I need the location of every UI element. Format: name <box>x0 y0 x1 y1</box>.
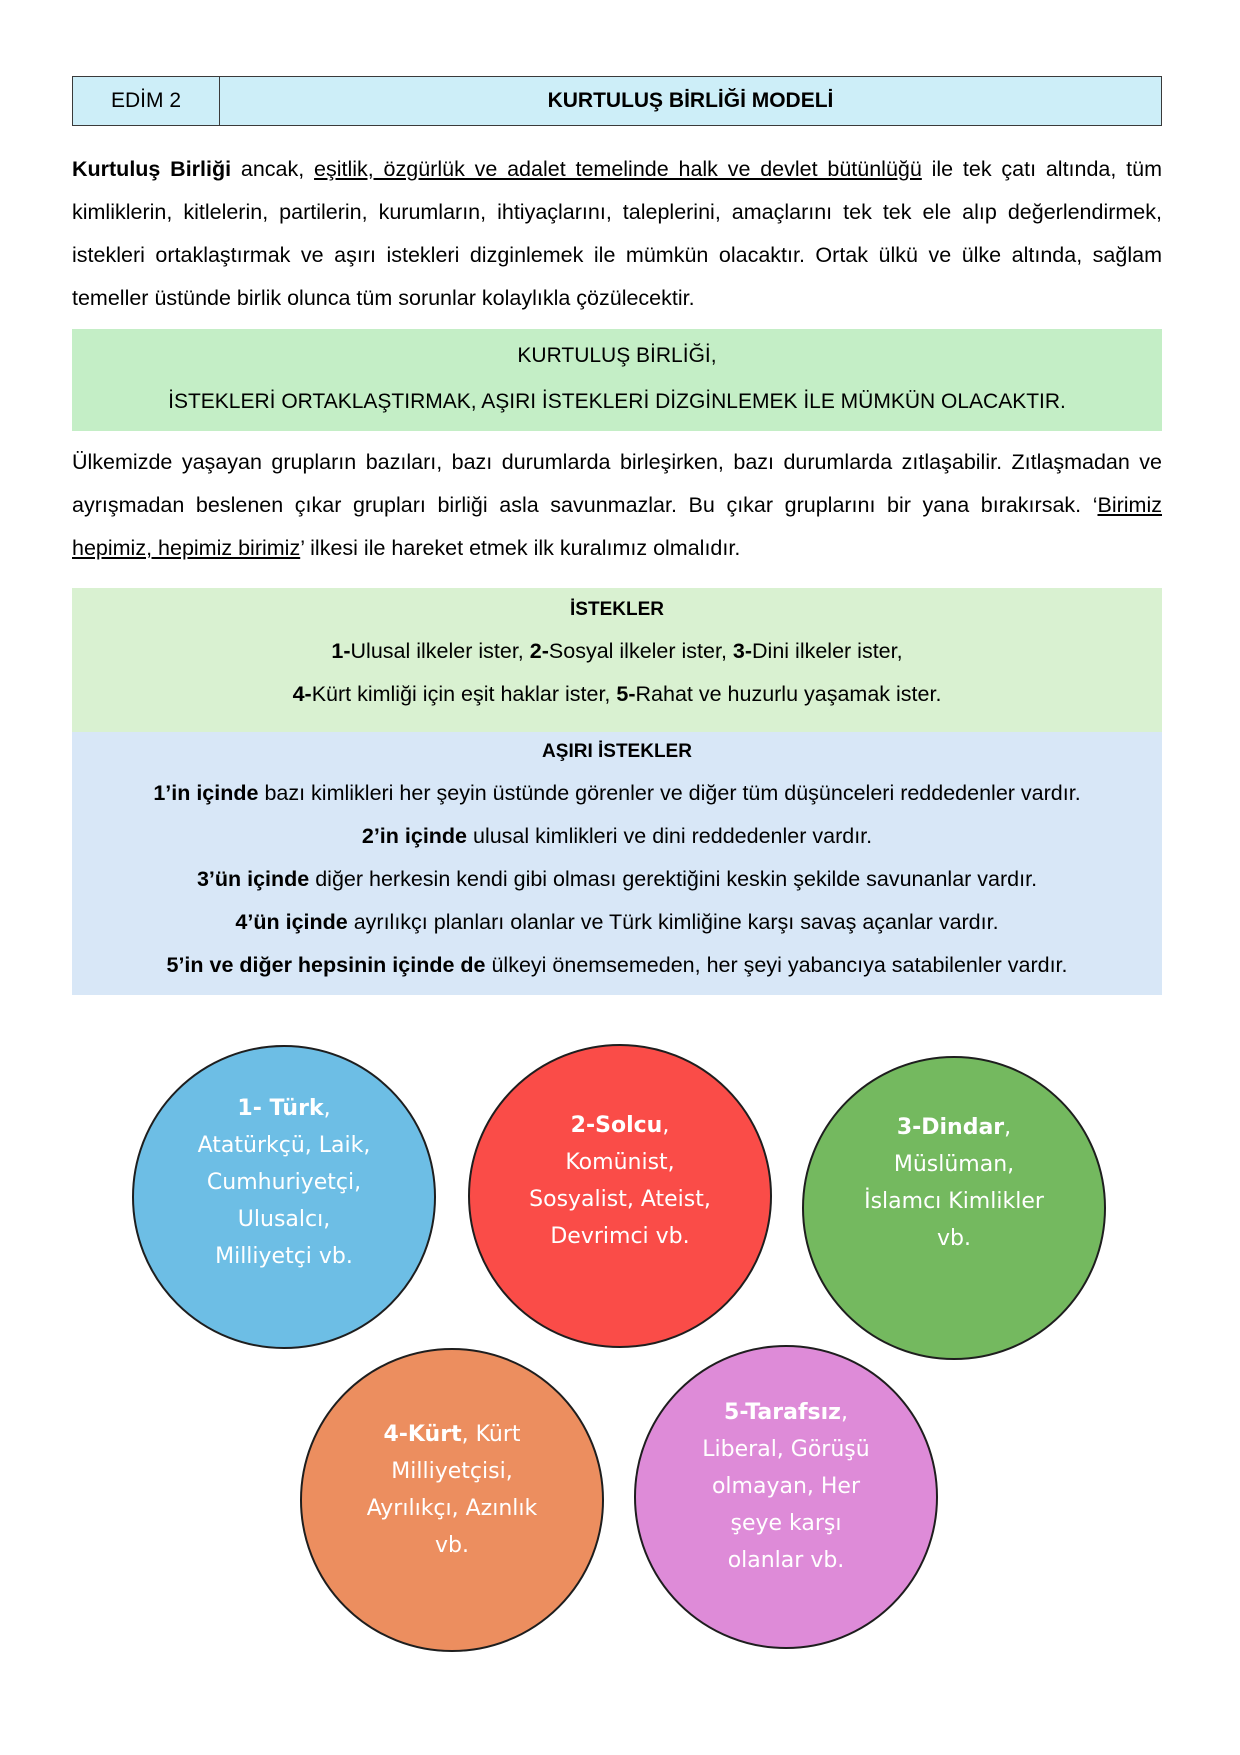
circle-turk <box>133 1046 435 1348</box>
para2-underlined: Birimiz hepimiz, hepimiz birimiz <box>72 493 1162 560</box>
intro-bold-start: Kurtuluş Birliği <box>72 157 232 181</box>
circle-shape <box>133 1046 435 1348</box>
istek-text: Dini ilkeler ister, <box>752 639 903 663</box>
banner-line-1: KURTULUŞ BİRLİĞİ, <box>517 344 717 367</box>
circle-label: 2-Solcu, Komünist, Sosyalist, Ateist, Devrimci vb. <box>529 1113 711 1249</box>
circle-tarafsiz <box>635 1346 937 1648</box>
document-title: KURTULUŞ BİRLİĞİ MODELİ <box>547 89 834 112</box>
intro-underlined: eşitlik, özgürlük ve adalet temelinde halk ve devlet bütünlüğü <box>314 157 922 181</box>
circle-solcu <box>469 1045 771 1347</box>
istek-number: 4- <box>292 682 312 706</box>
circle-label: 5-Tarafsız, Liberal, Görüşü olmayan, Her şeye karşı olanlar vb. <box>702 1400 870 1573</box>
istekler-title: İSTEKLER <box>570 599 664 620</box>
circle-dindar <box>803 1057 1105 1359</box>
istek-text: Ulusal ilkeler ister, <box>350 639 530 663</box>
istek-number: 3- <box>732 639 753 663</box>
circle-label: 3-Dindar, Müslüman, İslamcı Kimlikler vb. <box>864 1115 1044 1251</box>
istek-text: Sosyal ilkeler ister, <box>548 639 733 663</box>
asiri-line-lead: 1’in içinde <box>153 781 259 805</box>
asiri-line-lead: 2’in içinde <box>361 824 468 848</box>
intro-text-2: ile tek çatı altında, tüm kimliklerin, kitlelerin, partilerin, kurumların, ihtiyaçlarını, taleplerini, amaçlarını tek tek ele alıp değerlendirmek, istekleri ortaklaştırmak ve aşırı istekleri dizginlemek ile mümkün olacaktır. Ortak ülkü ve ülke altında, sağlam temeller üstünde birlik olunca tüm sorunlar kolaylıkla çözülecektir. <box>72 157 1162 310</box>
asiri-line-lead: 5’in ve diğer hepsinin içinde de <box>166 953 486 977</box>
istek-number: 2- <box>529 639 549 663</box>
asiri-line-text: ulusal kimlikleri ve dini reddedenler vardır. <box>467 824 873 848</box>
circle-label: 4-Kürt, Kürt Milliyetçisi, Ayrılıkçı, Azınlık vb. <box>366 1422 538 1558</box>
istek-number: 5- <box>616 682 636 706</box>
asiri-line-text: ayrılıkçı planları olanlar ve Türk kimliğine karşı savaş açanlar vardır. <box>347 910 999 934</box>
document-code: EDİM 2 <box>73 77 220 125</box>
asiri-line-lead: 3’ün içinde <box>196 867 310 891</box>
asiri-istekler-title: AŞIRI İSTEKLER <box>542 741 692 762</box>
para2-text-1: Ülkemizde yaşayan grupların bazıları, bazı durumlarda birleşirken, bazı durumlarda zıtlaşabilir. Zıtlaşmadan ve ayrışmadan beslenen çıkar grupları birliği asla savunmazlar. Bu çıkar gruplarını bir yana bırakırsak. ‘ <box>72 450 1162 517</box>
istek-text: Rahat ve huzurlu yaşamak ister. <box>635 682 942 706</box>
asiri-line-text: bazı kimlikleri her şeyin üstünde görenler ve diğer tüm düşünceleri reddedenler vardır. <box>258 781 1081 805</box>
intro-text-1: ancak, <box>231 157 315 181</box>
asiri-line-text: ülkeyi önemsemeden, her şeyi yabancıya satabilenler vardır. <box>485 953 1068 977</box>
banner-line-2: İSTEKLERİ ORTAKLAŞTIRMAK, AŞIRI İSTEKLERİ DİZGİNLEMEK İLE MÜMKÜN OLACAKTIR. <box>168 390 1066 413</box>
istek-number: 1- <box>331 639 351 663</box>
istek-text: Kürt kimliği için eşit haklar ister, <box>311 682 617 706</box>
asiri-line-text: diğer herkesin kendi gibi olması gerektiğini keskin şekilde savunanlar vardır. <box>309 867 1038 891</box>
circle-kurt <box>301 1349 603 1651</box>
para2-text-2: ’ ilkesi ile hareket etmek ilk kuralımız olmalıdır. <box>300 536 741 560</box>
asiri-line-lead: 4’ün içinde <box>235 910 348 934</box>
circle-label: 1- Türk, Atatürkçü, Laik, Cumhuriyetçi, Ulusalcı, Milliyetçi vb. <box>197 1096 371 1269</box>
